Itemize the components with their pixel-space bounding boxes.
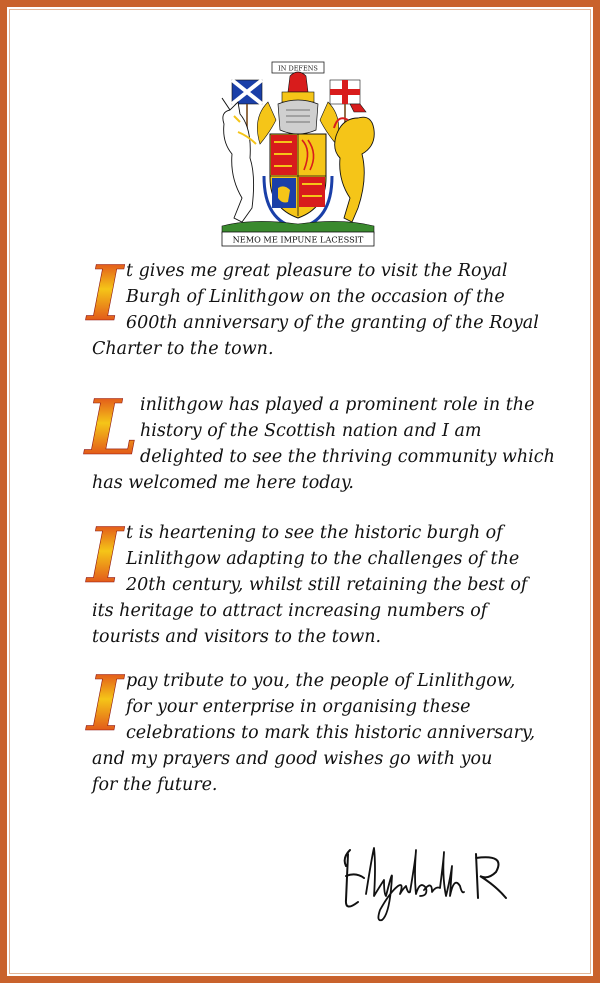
text-line: pay tribute to you, the people of Linlithgow, (126, 671, 516, 691)
paragraph-2 (85, 383, 555, 496)
text-line: delighted to see the thriving community which (140, 447, 555, 467)
illuminated-initial (87, 249, 123, 338)
text-line: Charter to the town. (92, 339, 274, 359)
svg-text:I: I (87, 249, 123, 338)
text-line: for your enterprise in organising these (126, 697, 471, 717)
text-line: Linlithgow adapting to the challenges of the (126, 549, 520, 569)
text-line: inlithgow has played a prominent role in the (140, 395, 535, 415)
paragraph-4 (87, 659, 536, 798)
crest-scroll-text: IN DEFENS (278, 64, 318, 73)
text-line: has welcomed me here today. (92, 473, 354, 493)
illuminated-initial (85, 383, 139, 472)
text-line: Burgh of Linlithgow on the occasion of the (126, 287, 505, 307)
text-line: for the future. (92, 775, 218, 795)
crest-motto: NEMO ME IMPUNE LACESSIT (232, 234, 364, 245)
text-line: 20th century, whilst still retaining the best of (126, 575, 528, 595)
text-line: and my prayers and good wishes go with you (92, 749, 493, 769)
paragraph-3 (87, 511, 532, 650)
text-line: t gives me great pleasure to visit the Royal (126, 261, 508, 281)
text-line: celebrations to mark this historic anniversary, (126, 723, 536, 743)
svg-text:I: I (87, 659, 123, 748)
illuminated-initial (87, 659, 123, 748)
text-line: history of the Scottish nation and I am (140, 421, 482, 441)
text-line: tourists and visitors to the town. (92, 627, 382, 647)
royal-coat-of-arms (212, 58, 384, 250)
paragraph-1 (87, 249, 539, 362)
text-line: t is heartening to see the historic burgh of (126, 523, 503, 543)
text-line: its heritage to attract increasing numbers of (92, 601, 488, 621)
svg-text:L: L (85, 383, 139, 472)
handwritten-signature (336, 836, 516, 926)
text-line: 600th anniversary of the granting of the Royal (126, 313, 539, 333)
svg-text:I: I (87, 511, 123, 600)
illuminated-initial (87, 511, 123, 600)
